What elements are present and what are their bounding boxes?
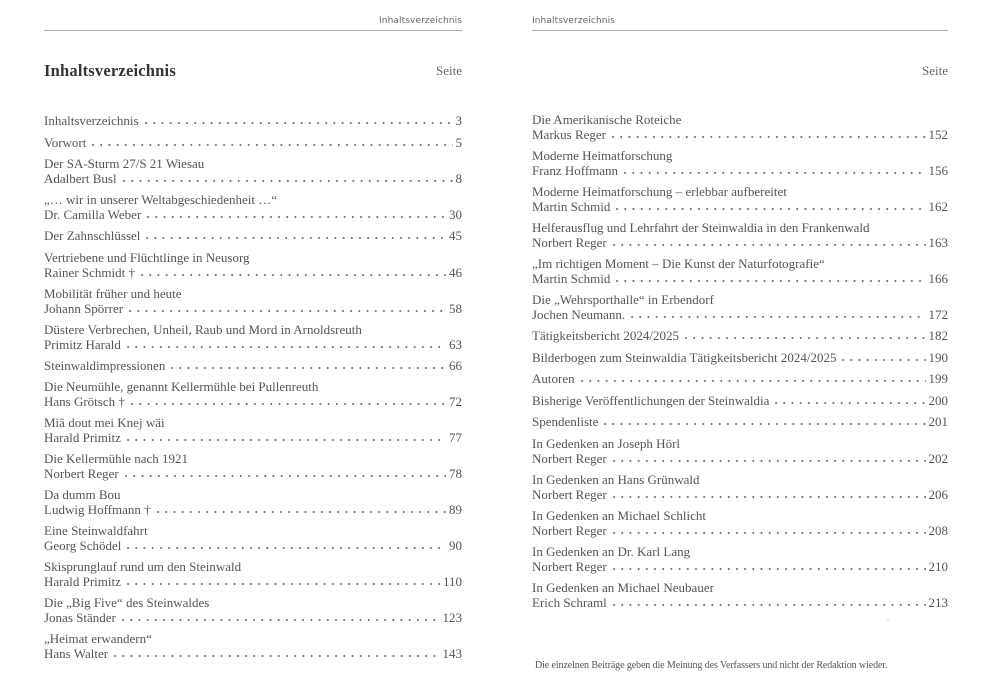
entry-page-number: 213 — [928, 594, 948, 610]
dot-leader — [126, 301, 446, 313]
entry-page-number: 3 — [455, 113, 462, 128]
entry-page-number: 66 — [449, 357, 462, 373]
entry-page-number: 110 — [442, 574, 462, 589]
toc-entry — [44, 523, 462, 553]
entry-leader-line — [44, 135, 462, 150]
entry-page-number: 46 — [449, 264, 462, 280]
entry-page-number: 156 — [928, 163, 948, 178]
entry-leader-line — [44, 430, 462, 445]
entry-page-number: 206 — [928, 486, 948, 502]
dot-leader — [610, 595, 926, 607]
dot-leader — [682, 328, 926, 340]
toc-entry — [44, 250, 462, 280]
entry-leader-line — [44, 265, 462, 280]
entry-title: Miã dout mei Knej wäi — [44, 415, 165, 430]
dot-leader — [168, 358, 446, 370]
dot-leader — [578, 371, 926, 383]
entry-leader-line — [532, 328, 948, 343]
entry-author: Rainer Schmidt † — [44, 264, 135, 280]
seite-column-label: Seite — [922, 63, 948, 78]
entry-page-number: 200 — [928, 392, 948, 408]
entry-title: Die Amerikanische Roteiche — [532, 112, 682, 127]
entry-page-number: 163 — [928, 235, 948, 250]
dot-leader — [124, 430, 446, 442]
entry-leader-line — [532, 414, 948, 429]
right-page — [532, 0, 948, 686]
entry-author: Erich Schraml — [532, 594, 607, 610]
entry-title: In Gedenken an Michael Neubauer — [532, 579, 714, 595]
entry-title: Inhaltsverzeichnis — [44, 113, 139, 128]
dot-leader — [601, 414, 925, 426]
entry-page-number: 210 — [928, 558, 948, 574]
entry-author: Ludwig Hoffmann † — [44, 502, 151, 517]
entry-leader-line — [532, 371, 948, 386]
entry-author: Norbert Reger — [532, 558, 607, 574]
entry-author: Jonas Ständer — [44, 610, 116, 625]
entry-title: Moderne Heimatforschung – erlebbar aufbereitet — [532, 184, 787, 199]
entry-leader-line — [44, 538, 462, 553]
dot-leader — [154, 502, 446, 514]
dot-leader — [610, 523, 926, 535]
entry-leader-line — [532, 127, 948, 142]
toc-entry — [44, 113, 462, 128]
entry-author: Markus Reger — [532, 127, 607, 142]
entry-author: Dr. Camilla Weber — [44, 207, 142, 222]
dot-leader — [128, 394, 446, 406]
entry-page-number: 89 — [449, 502, 462, 517]
toc-entry — [44, 379, 462, 409]
disclaimer-footnote: Die einzelnen Beiträge geben die Meinung des Verfassers und nicht der Redaktion wieder. — [535, 660, 888, 671]
entry-title: Da dumm Bou — [44, 487, 121, 502]
entry-title: Die Kellermühle nach 1921 — [44, 451, 189, 466]
entry-leader-line — [532, 523, 948, 538]
entry-page-number: 123 — [442, 610, 462, 625]
dot-leader — [610, 451, 926, 463]
toc-entry — [44, 559, 462, 589]
entry-title: Bisherige Veröffentlichungen der Steinwaldia — [532, 392, 770, 408]
entry-page-number: 162 — [928, 199, 948, 214]
entry-author: Adalbert Busl — [44, 171, 117, 186]
toc-list-right — [532, 112, 948, 616]
entry-leader-line — [44, 610, 462, 625]
toc-entry — [532, 393, 948, 408]
dot-leader — [120, 171, 453, 183]
entry-leader-line — [532, 393, 948, 408]
entry-author: Norbert Reger — [532, 522, 607, 538]
toc-entry — [44, 135, 462, 150]
entry-page-number: 199 — [928, 371, 948, 386]
toc-entry — [44, 358, 462, 373]
entry-leader-line — [532, 271, 948, 286]
running-head: Inhaltsverzeichnis — [532, 16, 615, 26]
entry-leader-line — [532, 235, 948, 250]
entry-title: Düstere Verbrechen, Unheil, Raub und Mord in Arnoldsreuth — [44, 321, 362, 337]
entry-page-number: 45 — [449, 228, 462, 243]
entry-author: Hans Grötsch † — [44, 394, 125, 409]
entry-author: Norbert Reger — [532, 235, 607, 250]
entry-author: Johann Spörrer — [44, 300, 124, 316]
toc-entry — [532, 414, 948, 429]
toc-entry — [532, 292, 948, 322]
toc-entry — [532, 256, 948, 286]
entry-title: Vertriebene und Flüchtlinge in Neusorg — [44, 249, 250, 265]
entry-title: Helferausflug und Lehrfahrt der Steinwaldia in den Frankenwald — [532, 220, 870, 235]
entry-title: Mobilität früher und heute — [44, 285, 182, 301]
entry-leader-line — [44, 646, 462, 661]
toc-entry — [532, 350, 948, 365]
dot-leader — [144, 207, 446, 219]
entry-leader-line — [44, 337, 462, 352]
entry-author: Primitz Harald — [44, 336, 121, 352]
toc-entry — [532, 508, 948, 538]
toc-entry — [532, 472, 948, 502]
entry-title: Die Neumühle, genannt Kellermühle bei Pullenreuth — [44, 379, 319, 394]
entry-leader-line — [532, 595, 948, 610]
entry-author: Martin Schmid — [532, 199, 611, 214]
toc-entry — [44, 156, 462, 186]
toc-entry — [44, 487, 462, 517]
toc-entry — [532, 371, 948, 386]
entry-author: Georg Schödel — [44, 538, 122, 553]
toc-entry — [44, 322, 462, 352]
toc-entry — [532, 112, 948, 142]
entry-page-number: 201 — [928, 414, 948, 429]
entry-title: In Gedenken an Hans Grünwald — [532, 471, 700, 487]
entry-leader-line — [44, 113, 462, 128]
entry-page-number: 90 — [449, 538, 462, 553]
entry-leader-line — [44, 358, 462, 373]
entry-page-number: 8 — [455, 171, 462, 186]
entry-leader-line — [44, 228, 462, 243]
toc-entry — [44, 415, 462, 445]
entry-title: Die „Big Five“ des Steinwaldes — [44, 595, 210, 610]
entry-leader-line — [532, 350, 948, 365]
entry-title: Vorwort — [44, 134, 87, 150]
entry-author: Harald Primitz — [44, 574, 121, 589]
dot-leader — [621, 163, 925, 175]
entry-title: Eine Steinwaldfahrt — [44, 523, 148, 538]
entry-author: Jochen Neumann. — [532, 307, 626, 322]
entry-title: Steinwaldimpressionen — [44, 357, 166, 373]
dot-leader — [138, 265, 446, 277]
toc-entry — [532, 544, 948, 574]
entry-leader-line — [532, 559, 948, 574]
entry-title: Spendenliste — [532, 414, 599, 429]
entry-title: Moderne Heimatforschung — [532, 148, 673, 163]
dot-leader — [613, 271, 925, 283]
toc-entry — [532, 220, 948, 250]
entry-leader-line — [532, 163, 948, 178]
entry-author: Hans Walter — [44, 646, 109, 661]
entry-page-number: 77 — [449, 430, 462, 445]
dot-leader — [772, 393, 925, 405]
dot-leader — [613, 199, 925, 211]
entry-page-number: 172 — [928, 307, 948, 322]
dot-leader — [122, 466, 446, 478]
entry-title: „Heimat erwandern“ — [44, 631, 152, 646]
entry-page-number: 72 — [449, 394, 462, 409]
entry-title: „Im richtigen Moment – Die Kunst der Naturfotografie“ — [532, 256, 825, 271]
entry-title: Der SA-Sturm 27/S 21 Wiesau — [44, 156, 205, 171]
entry-page-number: 63 — [449, 336, 462, 352]
running-head: Inhaltsverzeichnis — [379, 16, 462, 26]
dot-leader — [609, 127, 925, 139]
entry-leader-line — [44, 502, 462, 517]
entry-author: Martin Schmid — [532, 271, 611, 286]
dot-leader — [610, 559, 926, 571]
toc-entry — [44, 451, 462, 481]
dot-leader — [142, 113, 453, 125]
toc-entry — [44, 595, 462, 625]
entry-title: Bilderbogen zum Steinwaldia Tätigkeitsbericht 2024/2025 — [532, 349, 837, 365]
dot-leader — [628, 307, 925, 319]
entry-page-number: 30 — [449, 207, 462, 222]
toc-entry — [532, 184, 948, 214]
entry-title: Der Zahnschlüssel — [44, 228, 141, 243]
toc-entry — [532, 580, 948, 610]
entry-leader-line — [44, 466, 462, 481]
entry-leader-line — [532, 199, 948, 214]
entry-leader-line — [44, 207, 462, 222]
dot-leader — [143, 228, 446, 240]
entry-page-number: 182 — [928, 328, 948, 343]
toc-entry — [44, 192, 462, 222]
entry-page-number: 208 — [928, 522, 948, 538]
entry-page-number: 152 — [928, 127, 948, 142]
dot-leader — [124, 538, 446, 550]
toc-entry — [44, 631, 462, 661]
entry-leader-line — [532, 307, 948, 322]
entry-title: In Gedenken an Joseph Hörl — [532, 435, 681, 451]
toc-list-left — [44, 113, 462, 667]
entry-leader-line — [44, 394, 462, 409]
entry-author: Norbert Reger — [44, 466, 119, 481]
dot-leader — [119, 610, 440, 622]
entry-page-number: 190 — [928, 349, 948, 365]
entry-title: Skisprunglauf rund um den Steinwald — [44, 559, 242, 574]
entry-page-number: 78 — [449, 466, 462, 481]
entry-page-number: 5 — [455, 134, 462, 150]
seite-column-label: Seite — [436, 63, 462, 78]
header-rule — [44, 30, 462, 31]
entry-title: Autoren — [532, 371, 575, 386]
entry-page-number: 58 — [449, 300, 462, 316]
entry-author: Norbert Reger — [532, 450, 607, 466]
dot-leader — [89, 135, 452, 147]
dot-leader — [839, 350, 925, 362]
toc-entry — [532, 148, 948, 178]
header-rule — [532, 30, 948, 31]
toc-entry — [44, 286, 462, 316]
entry-leader-line — [44, 301, 462, 316]
entry-title: „… wir in unserer Weltabgeschiedenheit …“ — [44, 192, 277, 207]
toc-entry — [44, 228, 462, 243]
entry-title: In Gedenken an Michael Schlicht — [532, 507, 706, 523]
left-page — [44, 0, 462, 686]
page-title: Inhaltsverzeichnis — [44, 61, 176, 80]
entry-author: Norbert Reger — [532, 486, 607, 502]
toc-entry — [532, 436, 948, 466]
entry-author: Franz Hoffmann — [532, 163, 619, 178]
dot-leader — [610, 487, 926, 499]
entry-title: Die „Wehrsporthalle“ in Erbendorf — [532, 292, 714, 307]
entry-page-number: 202 — [928, 450, 948, 466]
dot-leader — [124, 574, 440, 586]
toc-entry — [532, 328, 948, 343]
scan-speck — [887, 620, 889, 621]
entry-page-number: 143 — [442, 646, 462, 661]
entry-author: Harald Primitz — [44, 430, 121, 445]
entry-leader-line — [44, 171, 462, 186]
dot-leader — [610, 235, 926, 247]
entry-title: Tätigkeitsbericht 2024/2025 — [532, 328, 679, 343]
entry-title: In Gedenken an Dr. Karl Lang — [532, 543, 691, 559]
dot-leader — [124, 337, 446, 349]
entry-leader-line — [532, 487, 948, 502]
entry-page-number: 166 — [928, 271, 948, 286]
entry-leader-line — [532, 451, 948, 466]
dot-leader — [111, 646, 439, 658]
entry-leader-line — [44, 574, 462, 589]
